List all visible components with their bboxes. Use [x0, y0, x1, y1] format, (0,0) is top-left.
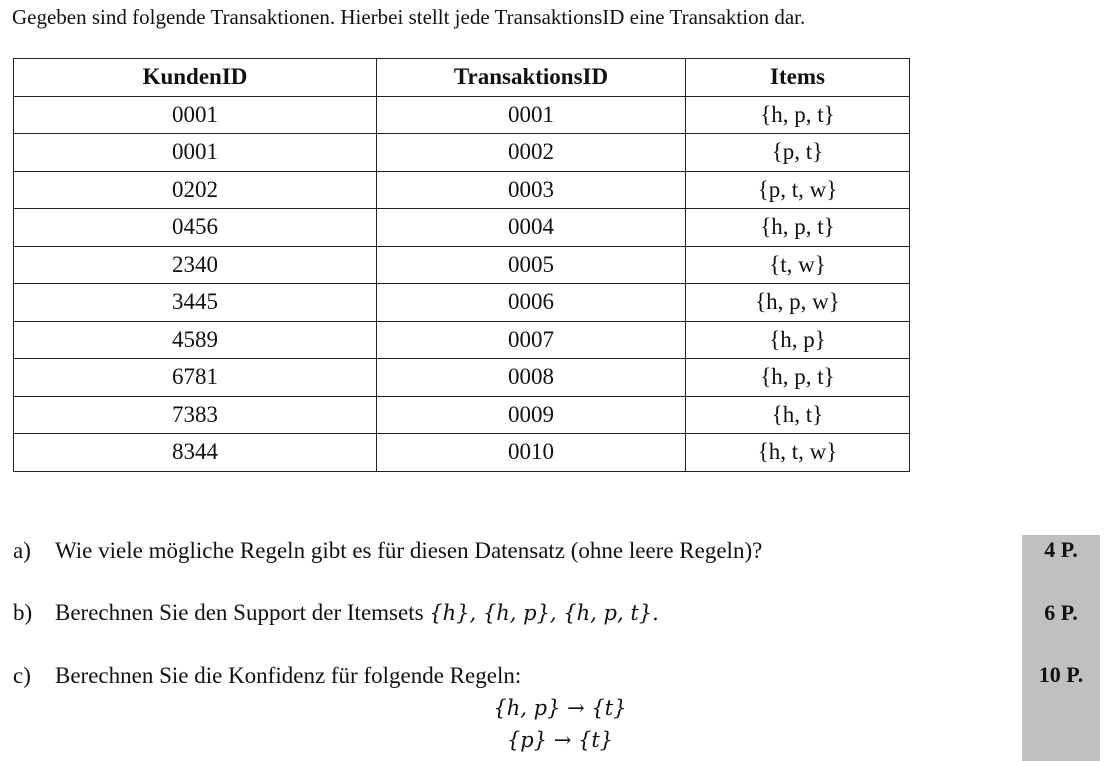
- cell-items: {p, t, w}: [686, 171, 910, 209]
- cell-transaktionsid: 0005: [377, 246, 686, 284]
- table-row: [14, 96, 910, 134]
- transactions-table: [13, 58, 910, 472]
- question-c: [13, 662, 521, 690]
- cell-kundenid: 4589: [14, 321, 377, 359]
- question-a-label: a): [13, 538, 31, 563]
- question-b-itemsets: {h}, {h, p}, {h, p, t}.: [429, 601, 659, 625]
- table-row: [14, 284, 910, 322]
- question-b-text: Berechnen Sie den Support der Itemsets: [55, 600, 430, 625]
- points-a: 4 P.: [1044, 537, 1078, 562]
- cell-kundenid: 6781: [14, 359, 377, 397]
- table-row: [14, 246, 910, 284]
- cell-items: {h, p, w}: [686, 284, 910, 322]
- cell-transaktionsid: 0001: [377, 96, 686, 134]
- table-header-row: [14, 59, 910, 97]
- table-row: [14, 321, 910, 359]
- cell-kundenid: 0456: [14, 209, 377, 247]
- cell-items: {h, p}: [686, 321, 910, 359]
- cell-transaktionsid: 0007: [377, 321, 686, 359]
- points-panel: [1022, 535, 1100, 761]
- cell-items: {h, p, t}: [686, 96, 910, 134]
- question-b: [13, 599, 659, 627]
- cell-items: {h, p, t}: [686, 209, 910, 247]
- table-row: [14, 434, 910, 472]
- cell-transaktionsid: 0010: [377, 434, 686, 472]
- cell-kundenid: 2340: [14, 246, 377, 284]
- cell-kundenid: 0202: [14, 171, 377, 209]
- cell-transaktionsid: 0004: [377, 209, 686, 247]
- question-a: [13, 537, 762, 565]
- table-row: [14, 359, 910, 397]
- question-c-label: c): [13, 663, 31, 688]
- cell-kundenid: 7383: [14, 396, 377, 434]
- cell-kundenid: 8344: [14, 434, 377, 472]
- table-row: [14, 209, 910, 247]
- cell-items: {h, t}: [686, 396, 910, 434]
- cell-items: {h, t, w}: [686, 434, 910, 472]
- cell-transaktionsid: 0008: [377, 359, 686, 397]
- points-b: 6 P.: [1044, 600, 1078, 625]
- header-transaktionsid: TransaktionsID: [377, 59, 686, 97]
- rule-2: {p} → {t}: [506, 728, 614, 752]
- table-row: [14, 171, 910, 209]
- cell-transaktionsid: 0003: [377, 171, 686, 209]
- cell-kundenid: 0001: [14, 96, 377, 134]
- cell-kundenid: 3445: [14, 284, 377, 322]
- header-items: Items: [686, 59, 910, 97]
- cell-items: {p, t}: [686, 134, 910, 172]
- cell-transaktionsid: 0009: [377, 396, 686, 434]
- question-a-text: Wie viele mögliche Regeln gibt es für diesen Datensatz (ohne leere Regeln)?: [55, 538, 763, 563]
- cell-transaktionsid: 0006: [377, 284, 686, 322]
- intro-text: Gegeben sind folgende Transaktionen. Hierbei stellt jede TransaktionsID eine Transaktion dar.: [12, 5, 806, 29]
- rule-1: {h, p} → {t}: [493, 696, 627, 720]
- cell-items: {t, w}: [686, 246, 910, 284]
- table-row: [14, 396, 910, 434]
- table-row: [14, 134, 910, 172]
- question-c-text: Berechnen Sie die Konfidenz für folgende Regeln:: [55, 663, 522, 688]
- header-kundenid: KundenID: [14, 59, 377, 97]
- points-c: 10 P.: [1038, 662, 1084, 687]
- cell-kundenid: 0001: [14, 134, 377, 172]
- cell-items: {h, p, t}: [686, 359, 910, 397]
- cell-transaktionsid: 0002: [377, 134, 686, 172]
- question-b-label: b): [13, 600, 33, 625]
